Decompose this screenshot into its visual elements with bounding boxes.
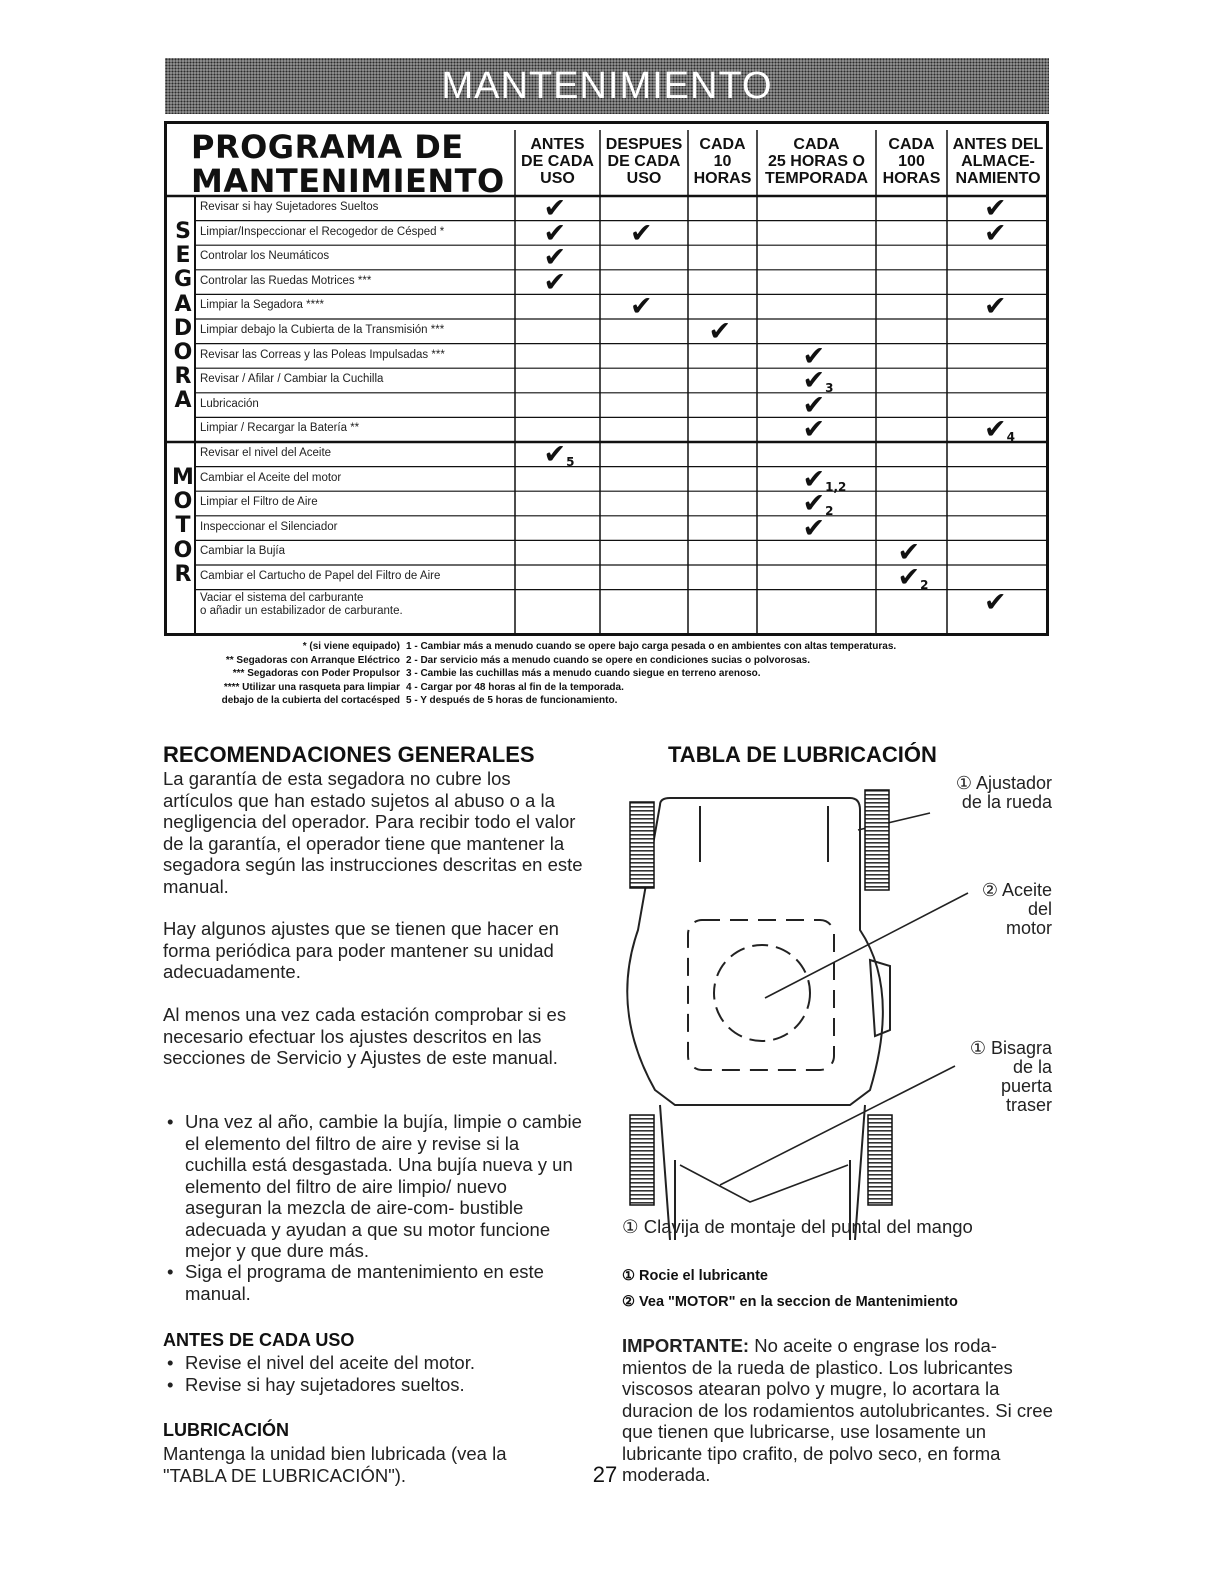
check-mark: ✔ <box>802 389 826 421</box>
antes-bullet-2: • Revise si hay sujetadores sueltos. <box>185 1374 585 1396</box>
check-note: 5 <box>566 455 575 469</box>
callout-wheel-adjuster <box>900 774 1052 812</box>
rear-left-wheel <box>630 1115 654 1205</box>
check-mark: ✔ <box>802 414 826 446</box>
task-label: Lubricación <box>200 397 259 410</box>
schedule-title <box>191 130 505 198</box>
column-header-2 <box>688 136 757 187</box>
important-text: No aceite o engrase los roda- mientos de la rueda de plastico. Los lubricantes viscosos atearan polvo y mugre, lo acortara la duracion de los rodamientos autolubricantes. Si cree que tienen que lubricarse, use losamente un lubricante tipo crafito, de polvo seco, en forma moderada. <box>622 1335 1053 1485</box>
check-note: 2 <box>825 504 834 519</box>
segadora-letter: A <box>174 388 192 414</box>
schedule-title-line2: MANTENIMIENTO <box>191 162 505 200</box>
column-header-line: DESPUES <box>605 136 683 153</box>
check-note: 3 <box>825 381 834 396</box>
column-header-line: 10 <box>713 153 732 170</box>
callout-oil-line1: ② Aceite <box>981 880 1052 900</box>
motor-letter: T <box>175 513 191 539</box>
task-label: Cambiar el Aceite del motor <box>200 471 342 484</box>
column-header-line: USO <box>626 170 662 187</box>
task-label: Cambiar el Cartucho de Papel del Filtro de Aire <box>200 570 441 582</box>
check-mark: ✔ <box>897 537 921 569</box>
column-header-line: NAMIENTO <box>955 170 1041 187</box>
check-mark: ✔ <box>802 340 826 372</box>
banner-title: MANTENIMIENTO <box>441 65 773 107</box>
footnote-symbol: ** Segadoras con Arranque Eléctrico <box>225 654 400 666</box>
motor-letter: M <box>172 465 194 490</box>
column-header-line: CADA <box>888 136 935 153</box>
task-label: Controlar las Ruedas Motrices *** <box>200 274 372 287</box>
callout-oil-line2: del <box>1027 899 1052 919</box>
column-header-line: ANTES <box>530 136 585 153</box>
task-label-line: Vaciar el sistema del carburante <box>200 591 364 604</box>
segadora-letter: R <box>174 364 192 390</box>
callout-engine-oil <box>900 881 1052 938</box>
check-mark: $✔_5$ <box>543 439 575 470</box>
column-header-line: CADA <box>699 136 746 153</box>
callout-oil-line3: motor <box>1005 918 1052 938</box>
segadora-letter: D <box>173 315 193 341</box>
motor-letter: O <box>173 489 193 515</box>
check-mark: ✔ <box>543 266 567 298</box>
column-header-4 <box>876 136 947 187</box>
check-mark: $✔_2$ <box>802 488 834 520</box>
check-note: 2 <box>920 578 929 592</box>
task-label: Limpiar la Segadora **** <box>200 299 325 312</box>
check-mark: ✔ <box>630 291 653 323</box>
segadora-letter: G <box>173 267 193 293</box>
callout-wheel-line2: de la rueda <box>961 792 1052 812</box>
check-mark: ✔ <box>984 586 1007 618</box>
check-note: 4 <box>1006 430 1015 445</box>
column-header-line: TEMPORADA <box>764 170 869 187</box>
callout-hinge-line4: traser <box>1005 1095 1052 1115</box>
segadora-letter: O <box>173 340 193 365</box>
check-mark: $✔_{1,2}$ <box>802 463 847 495</box>
task-label: Revisar / Afilar / Cambiar la Cuchilla <box>200 373 384 386</box>
task-label: Limpiar debajo la Cubierta de la Transmisión *** <box>200 324 445 336</box>
check-mark: $✔_3$ <box>802 365 834 397</box>
motor-letter: R <box>174 561 192 587</box>
rear-right-wheel <box>868 1115 892 1205</box>
task-label-line: o añadir un estabilizador de carburante. <box>200 604 403 617</box>
column-header-line: ANTES DEL <box>952 136 1044 153</box>
lubricacion-text: Mantenga la unidad bien lubricada (vea la "TABLA DE LUBRICACIÓN"). <box>163 1443 507 1486</box>
tabla-heading: TABLA DE LUBRICACIÓN <box>668 742 937 767</box>
segadora-letter: S <box>175 219 191 244</box>
column-header-5 <box>947 136 1049 187</box>
column-header-line: HORAS <box>882 170 941 187</box>
check-mark: ✔ <box>630 217 653 249</box>
check-mark: $✔_2$ <box>897 562 929 593</box>
lubricacion-heading: LUBRICACIÓN <box>163 1420 289 1440</box>
segadora-letter: E <box>175 243 191 269</box>
column-header-line: 100 <box>898 153 925 170</box>
important-label: IMPORTANTE: <box>622 1335 750 1356</box>
column-header-line: DE CADA <box>521 153 594 170</box>
general-para-3: Al menos una vez cada estación comprobar si es necesario efectuar los ajustes descritos en las secciones de Servicio y Ajustes de este manual. <box>163 1004 567 1068</box>
task-label: Limpiar/Inspeccionar el Recogedor de Césped * <box>200 225 445 238</box>
footnote-symbol: * (si viene equipado) <box>302 641 400 652</box>
footnote-number: 5 - Y después de 5 horas de funcionamiento. <box>406 695 618 706</box>
column-header-line: 25 HORAS O <box>768 153 865 170</box>
task-label: Controlar los Neumáticos <box>200 250 330 263</box>
callout-hinge-line1: ① Bisagra <box>969 1038 1052 1058</box>
maintenance-schedule-table <box>164 121 1049 636</box>
column-header-0 <box>515 136 600 187</box>
general-para-2: Hay algunos ajustes que se tienen que hacer en forma periódica para poder mantener su unidad adecuadamente. <box>163 918 559 982</box>
check-mark: ✔ <box>984 291 1007 323</box>
callout-rear-door-hinge <box>900 1039 1052 1115</box>
footnote-number: 3 - Cambie las cuchillas más a menudo cuando siegue en terreno arenoso. <box>406 668 761 679</box>
footnote-number: 1 - Cambiar más a menudo cuando se opere bajo carga pesada o en ambientes con altas temperaturas. <box>406 641 897 652</box>
check-note: 1,2 <box>825 479 847 494</box>
task-label: Inspeccionar el Silenciador <box>200 520 338 533</box>
callout-handle-pin: ① Clavija de montaje del puntal del mango <box>622 1216 973 1237</box>
column-header-line: DE CADA <box>607 153 681 170</box>
motor-letter: O <box>173 537 193 563</box>
check-mark: ✔ <box>984 193 1007 224</box>
task-label: Revisar las Correas y las Poleas Impulsadas *** <box>200 348 445 361</box>
callout-hinge-line2: de la <box>1012 1057 1052 1077</box>
footnote-symbol: **** Utilizar una rasqueta para limpiar <box>223 681 400 693</box>
footnote-symbol: *** Segadoras con Poder Propulsor <box>232 668 400 679</box>
column-header-3 <box>757 136 876 187</box>
check-mark: ✔ <box>543 242 567 274</box>
task-label: Revisar el nivel del Aceite <box>200 447 332 459</box>
column-header-line: ALMACE- <box>961 153 1035 170</box>
check-mark: ✔ <box>984 217 1007 249</box>
callout-hinge-line3: puerta <box>1000 1076 1052 1096</box>
task-label: Revisar si hay Sujetadores Sueltos <box>200 201 379 213</box>
column-header-line: CADA <box>793 136 840 153</box>
antes-bullet-1: • Revise el nivel del aceite del motor. <box>185 1352 585 1374</box>
footnote-number: 4 - Cargar por 48 horas al fin de la temporada. <box>406 681 624 693</box>
check-mark: ✔ <box>543 217 567 249</box>
front-left-wheel <box>630 802 654 888</box>
column-header-1 <box>600 136 688 187</box>
front-right-wheel <box>865 790 889 890</box>
legend-spray: ① Rocie el lubricante <box>622 1268 768 1284</box>
check-mark: $✔_4$ <box>984 414 1015 446</box>
general-bullet-1: • Una vez al año, cambie la bujía, limpie o cambie el elemento del filtro de aire y revise si la cuchilla está desgastada. Una bujía nueva y un elemento del filtro de aire limpio/ nuevo aseguran la mezcla de aire-com- bustible adecuada y ayudan a que su motor funcione mejor y que dure más. <box>185 1111 585 1262</box>
column-header-line: HORAS <box>693 170 752 187</box>
check-mark: ✔ <box>708 316 732 347</box>
footnote-symbol: debajo de la cubierta del cortacésped <box>221 695 400 706</box>
page-number: 27 <box>592 1462 618 1487</box>
schedule-title-line1: PROGRAMA DE <box>191 128 464 166</box>
antes-heading: ANTES DE CADA USO <box>163 1330 355 1350</box>
check-mark: ✔ <box>802 512 826 544</box>
task-label: Limpiar el Filtro de Aire <box>200 496 318 509</box>
mower-deck-outline <box>627 798 883 1105</box>
segadora-letter: A <box>174 291 192 317</box>
section-banner <box>165 58 1049 114</box>
callout-wheel-line1: ① Ajustador <box>955 773 1052 793</box>
task-label-fuel <box>200 592 403 618</box>
column-header-line: USO <box>540 170 575 187</box>
general-para-1: La garantía de esta segadora no cubre los artículos que han estado sujetos al abuso o a la negligencia del operador. Para recibir todo el valor de la garantía, el operador tiene que mantener la segadora según las instrucciones descritas en este manual. <box>163 768 583 897</box>
mower-lubrication-diagram <box>600 770 1070 1240</box>
general-heading: RECOMENDACIONES GENERALES <box>163 742 535 767</box>
task-label: Limpiar / Recargar la Batería ** <box>200 422 360 435</box>
general-bullet-2: • Siga el programa de mantenimiento en este manual. <box>185 1261 585 1304</box>
legend-motor: ② Vea "MOTOR" en la seccion de Mantenimiento <box>622 1294 958 1310</box>
task-label: Cambiar la Bujía <box>200 545 286 558</box>
check-mark: ✔ <box>543 193 567 224</box>
footnote-number: 2 - Dar servicio más a menudo cuando se opere en condiciones sucias o polvorosas. <box>406 654 811 666</box>
